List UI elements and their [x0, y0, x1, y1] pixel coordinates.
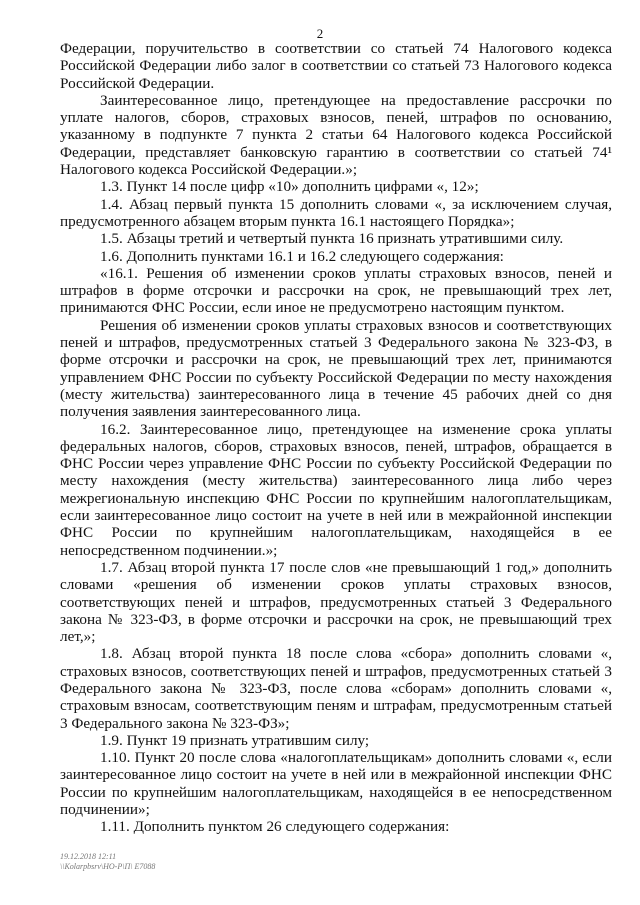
document-footer — [60, 852, 155, 872]
paragraph-1-7: 1.7. Абзац второй пункта 17 после слов «не превышающий 1 год,» дополнить словами «решения об изменении сроков уплаты страховых взносов, соответствующих пеней и штрафов, предусмотренных статьей 3 Федерального закона № 323-ФЗ, в форме отсрочки и рассрочки на срок, не превышающий трех лет,»; — [60, 558, 612, 646]
paragraph-1-6: 1.6. Дополнить пунктами 16.1 и 16.2 следующего содержания: — [100, 247, 504, 265]
paragraph-16-1-second: Решения об изменении сроков уплаты страховых взносов и соответствующих пеней и штрафов, предусмотренных статьей 3 Федерального закона № 323-ФЗ, в форме отсрочки и рассрочки на срок, не превышающий трех лет, принимаются управлением ФНС России по субъекту Российской Федерации по месту нахождения (месту жительства) заинтересованного лица в течение 45 рабочих дней со дня получения заявления заинтересованного лица. — [60, 316, 612, 421]
document-body — [60, 40, 612, 836]
paragraph-1-3: 1.3. Пункт 14 после цифр «10» дополнить цифрами «, 12»; — [100, 178, 479, 196]
paragraph-1-8: 1.8. Абзац второй пункта 18 после слова «сбора» дополнить словами «, страховых взносов, соответствующих пеней и штрафов, предусмотренных статьей 3 Федерального закона № 323-ФЗ, после слова «сборам» дополнить словами «, страховым взносам, соответствующим пеням и штрафам, предусмотренным статьей 3 Федерального закона № 323-ФЗ»; — [60, 645, 612, 732]
paragraph-1-11: 1.11. Дополнить пунктом 26 следующего содержания: — [100, 818, 450, 836]
paragraph-1-4: 1.4. Абзац первый пункта 15 дополнить словами «, за исключением случая, предусмотренного абзацем вторым пункта 16.1 настоящего Порядка»; — [60, 195, 612, 230]
footer-file-path: \\Kolarpbsrv\HO-P\П\ E7088 — [60, 862, 156, 871]
paragraph-16-2: 16.2. Заинтересованное лицо, претендующее на изменение срока уплаты федеральных налогов, сборов, страховых взносов, пеней, штрафов, обращается в ФНС России через управление ФНС России по субъекту Российской Федерации по месту нахождения (месту жительства) заинтересованного лица либо через межрегиональную инспекцию ФНС России по крупнейшим налогоплательщикам, если заинтересованное лицо состоит на учете в ней или в межрайонной инспекции ФНС России по крупнейшим налогоплательщикам, находящейся в ее непосредственном подчинении.»; — [60, 420, 612, 559]
footer-timestamp: 19.12.2018 12:11 — [60, 852, 117, 861]
paragraph-continuation: Федерации, поручительство в соответствии со статьей 74 Налогового кодекса Российской Федерации либо залог в соответствии со статьей 73 Налогового кодекса Российской Федерации. — [60, 40, 612, 92]
paragraph-1-5: 1.5. Абзацы третий и четвертый пункта 16 признать утратившими силу. — [100, 230, 564, 248]
page-number: 2 — [316, 26, 324, 41]
paragraph-1-10: 1.10. Пункт 20 после слова «налогоплательщикам» дополнить словами «, если заинтересованное лицо состоит на учете в ней или в межрайонной инспекции ФНС России по крупнейшим налогоплательщикам, находящейся в ее непосредственном подчинении»; — [60, 749, 612, 819]
paragraph-16-1: «16.1. Решения об изменении сроков уплаты страховых взносов, пеней и штрафов в форме отсрочки и рассрочки на срок, не превышающий трех лет, принимаются ФНС России, если иное не предусмотрено настоящим пунктом. — [60, 264, 612, 317]
paragraph-guarantee: Заинтересованное лицо, претендующее на предоставление рассрочки по уплате налогов, сборов, страховых взносов, пеней, штрафов по основанию, указанному в подпункте 7 пункта 2 статьи 64 Налогового кодекса Российской Федерации, представляет банковскую гарантию в соответствии со статьей 74¹ Налогового кодекса Российской Федерации.»; — [60, 91, 612, 179]
paragraph-1-9: 1.9. Пункт 19 признать утратившим силу; — [100, 731, 370, 749]
